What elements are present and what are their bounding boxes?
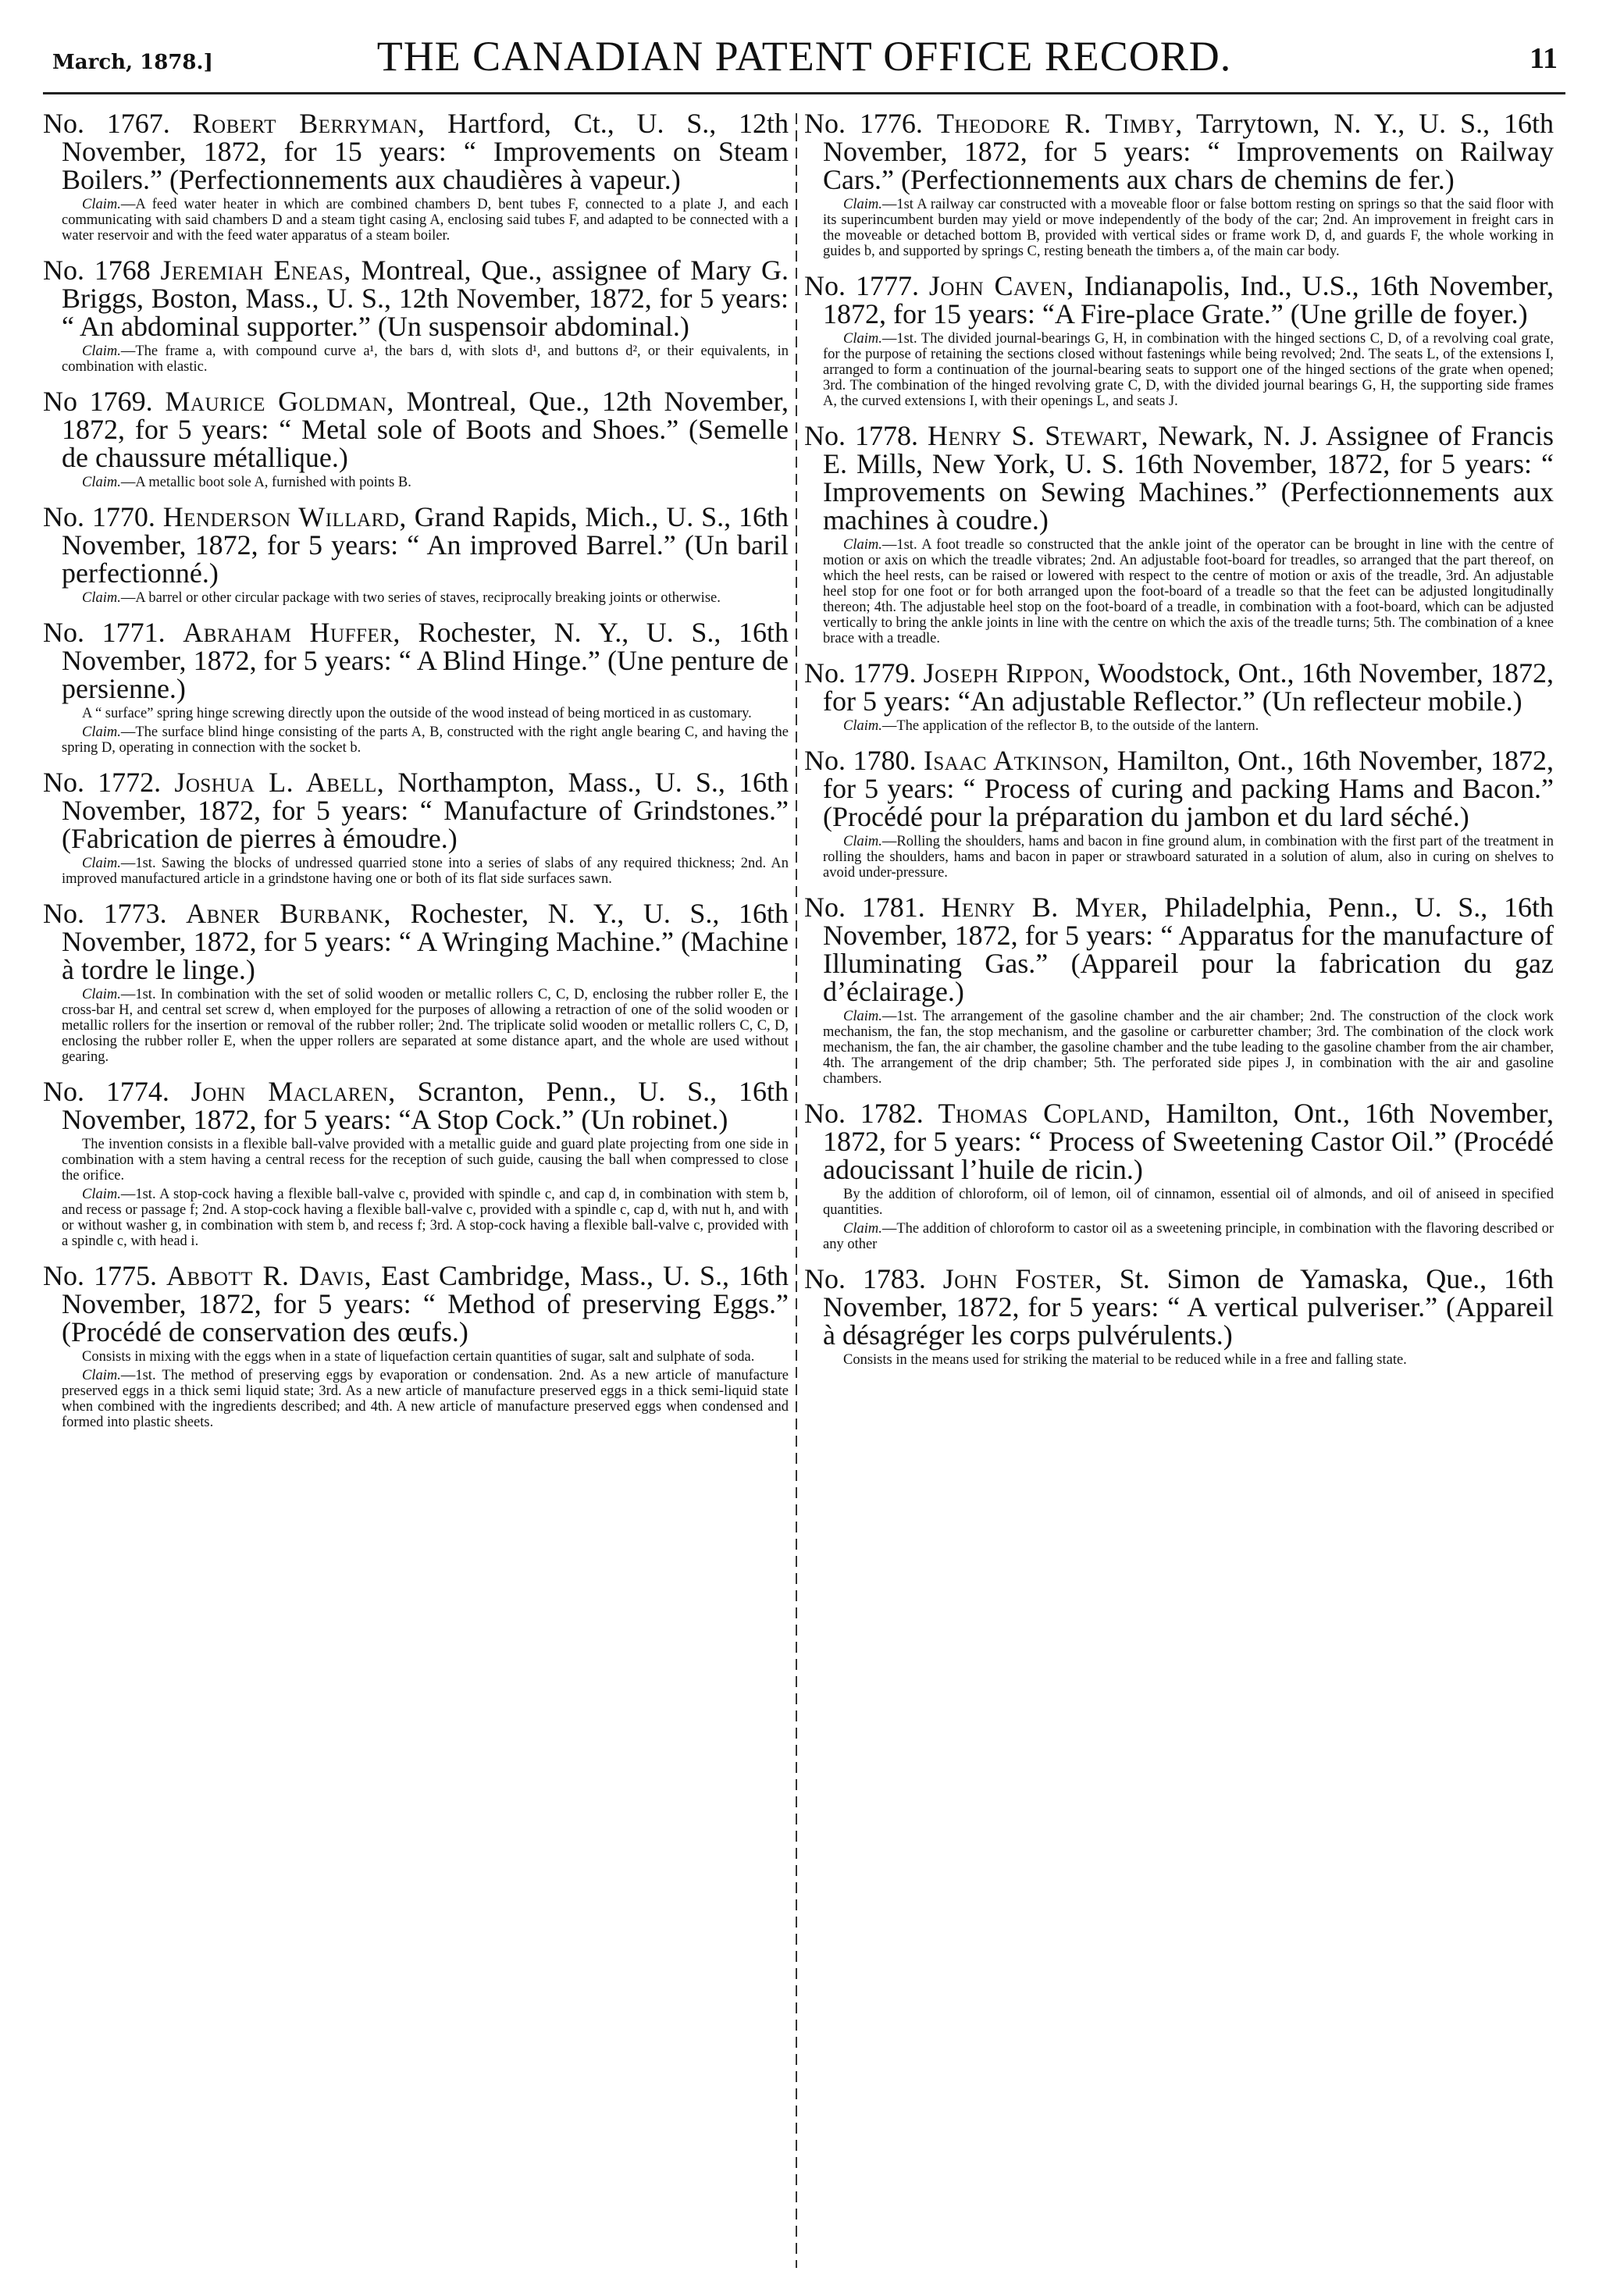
patent-number: No. 1776.	[804, 109, 923, 139]
patent-entry	[43, 768, 789, 887]
inventor-name: John Foster,	[942, 1263, 1102, 1294]
patent-heading	[804, 746, 1554, 831]
inventor-name: Henderson Willard,	[162, 501, 407, 532]
paragraph-body: —1st. The method of preserving eggs by evaporation or condensation. 2nd. As a new article of manufacture preserved eggs in a thick semi liquid state; 3rd. As a new article of manufacture preserved eggs in a thick semi-liquid state when combined with the ingredients described; and 4th. A new article of manufacture preserved eggs when condensed and formed into plastic sheets.	[62, 1368, 789, 1430]
paragraph-body: —1st. A foot treadle so constructed that the ankle joint of the operator can be brought in line with the centre of motion or axis on which the treadle vibrates; 2nd. An adjustable foot-board for treadles, so arranged that the part thereof, on which the heel rests, can be raised or lowered with respect to the centre of motion or axis of the treadle, 3rd. An adjustable heel stop for one foot or for both arranged upon the foot-board of a treadle so that the feet can be adjusted longitudinally thereon; 4th. The adjustable heel stop on the foot-board of a treadle, in combination with a foot-board, which can be adjusted vertically to bring the ankle joints in line with the centre on which the axis of the treadle turns; 5th. The combination of a knee brace with a treadle.	[823, 537, 1554, 646]
inventor-name: Joshua L. Abell,	[174, 767, 385, 798]
patent-number: No. 1783.	[804, 1263, 926, 1294]
patent-entry	[43, 387, 789, 490]
claim-text	[43, 987, 789, 1065]
patent-details: Philadelphia, Penn., U. S., 16th November, 1872, for 5 years: “ Apparatus for the manufacture of Illuminating Gas.” (Appareil pour la fabrication du gaz d’éclairage.)	[823, 892, 1554, 1007]
paragraph-body: The invention consists in a flexible ball-valve provided with a metallic guide and guard plate projecting from one side in combination with a stem having a central recess for the reception of such guide, causing the ball when compressed to close the orifice.	[62, 1137, 789, 1184]
inventor-name: Abner Burbank,	[186, 898, 391, 929]
patent-heading	[804, 893, 1554, 1006]
patent-details: Tarrytown, N. Y., U. S., 16th November, 1872, for 5 years: “ Improvements on Railway Cars.” (Perfectionnements aux chars de chemins de fer.)	[823, 109, 1554, 195]
patent-heading	[43, 109, 789, 194]
inventor-name: John Maclaren,	[191, 1076, 396, 1107]
patent-number: No 1769.	[43, 386, 153, 417]
description-text	[43, 1349, 789, 1365]
patent-heading	[43, 1262, 789, 1346]
patent-heading	[804, 1265, 1554, 1349]
patent-number: No. 1770.	[43, 501, 155, 532]
paragraph-body: —Rolling the shoulders, hams and bacon in fine ground alum, in combination with the first part of the treatment in rolling the shoulders, hams and bacon in paper or strawboard saturated in a solution of alum, also in curing on shelves to avoid under-pressure.	[823, 834, 1554, 881]
claim-label: Claim.	[843, 718, 882, 734]
paragraph-body: —1st A railway car constructed with a moveable floor or false bottom resting on springs so that the said floor with its superincumbent burden may yield or move independently of the body of the car; 2nd. An improvement in freight cars in the moveable or detached bottom B, provided with vertical sides or frame work D, d, and guards F, the whole working in guides b, and supported by springs C, resting beneath the timbers a, of the main car body.	[823, 197, 1554, 259]
patent-heading	[804, 422, 1554, 534]
issue-date: March, 1878.]	[52, 51, 213, 74]
claim-label: Claim.	[82, 856, 121, 871]
inventor-name: Henry S. Stewart,	[928, 420, 1149, 451]
patent-details: Northampton, Mass., U. S., 16th November, 1872, for 5 years: “ Manufacture of Grindstones.” (Fabrication de pierres à émoudre.)	[62, 767, 789, 854]
inventor-name: Isaac Atkinson,	[923, 745, 1110, 776]
patent-heading	[804, 272, 1554, 328]
paragraph-body: —The surface blind hinge consisting of the parts A, B, constructed with the right angle bearing C, and having the spring D, operating in connection with the socket b.	[62, 724, 789, 756]
patent-number: No. 1778.	[804, 420, 918, 451]
patent-number: No. 1773.	[43, 898, 167, 929]
patent-entry	[804, 109, 1554, 259]
right-column	[804, 109, 1554, 2280]
paragraph-body: —The frame a, with compound curve a¹, the bars d, with slots d¹, and buttons d², or their equivalents, in combination with elastic.	[62, 344, 789, 375]
claim-label: Claim.	[843, 1009, 882, 1024]
inventor-name: Abbott R. Davis,	[166, 1260, 372, 1291]
publication-title: THE CANADIAN PATENT OFFICE RECORD.	[376, 33, 1232, 80]
claim-text	[43, 724, 789, 756]
patent-details: Hamilton, Ont., 16th November, 1872, for 5 years: “ Process of Sweetening Castor Oil.” (Procédé adoucissant l’huile de ricin.)	[823, 1098, 1554, 1185]
claim-text	[43, 197, 789, 244]
patent-heading	[804, 1099, 1554, 1184]
paragraph-body: —The application of the reflector B, to the outside of the lantern.	[881, 718, 1259, 734]
patent-heading	[804, 109, 1554, 194]
claim-label: Claim.	[82, 197, 121, 212]
patent-entry	[43, 256, 789, 375]
patent-number: No. 1782.	[804, 1098, 924, 1129]
claim-label: Claim.	[82, 344, 121, 359]
claim-text	[43, 1187, 789, 1249]
paragraph-body: —A barrel or other circular package with two series of staves, reciprocally breaking joints or otherwise.	[120, 590, 721, 606]
claim-text	[43, 856, 789, 887]
patent-heading	[43, 503, 789, 587]
patent-number: No. 1777.	[804, 270, 919, 301]
patent-details: Hamilton, Ont., 16th November, 1872, for 5 years: “ Process of curing and packing Hams and Bacon.” (Procédé pour la préparation du jambon et du lard séché.)	[823, 745, 1554, 832]
claim-label: Claim.	[82, 1368, 121, 1383]
patent-details: Hartford, Ct., U. S., 12th November, 1872, for 15 years: “ Improvements on Steam Boilers.” (Perfectionnements aux chaudières à vapeur.)	[62, 109, 789, 195]
inventor-name: Abraham Huffer,	[183, 617, 401, 648]
patent-entry	[43, 1262, 789, 1430]
claim-label: Claim.	[843, 1221, 882, 1237]
patent-heading	[43, 1077, 789, 1134]
patent-details: Woodstock, Ont., 16th November, 1872, for 5 years: “An adjustable Reflector.” (Un reflecteur mobile.)	[823, 657, 1554, 717]
patent-heading	[43, 768, 789, 853]
header-rule	[43, 92, 1565, 94]
claim-text	[804, 1009, 1554, 1087]
patent-details: St. Simon de Yamaska, Que., 16th November, 1872, for 5 years: “ A vertical pulveriser.” (Appareil à désagréger les corps pulvérulents.)	[823, 1263, 1554, 1351]
claim-label: Claim.	[843, 834, 882, 849]
patent-number: No. 1779.	[804, 657, 917, 689]
claim-label: Claim.	[82, 724, 121, 740]
patent-number: No. 1767.	[43, 109, 170, 139]
patent-entry	[43, 109, 789, 244]
paragraph-body: —The addition of chloroform to castor oil as a sweetening principle, in combination with the flavoring described or any other	[823, 1221, 1554, 1252]
paragraph-body: —1st. In combination with the set of solid wooden or metallic rollers C, C, D, enclosing the rubber roller E, the cross-bar H, and central set screw d, when employed for the purposes of allowing a retraction of one of the solid wooden or metallic rollers for the insertion or removal of the rubber roller; 2nd. The triplicate solid wooden or metallic rollers C, C, D, enclosing the rubber roller E, when the upper rollers are separated at some distance apart, and the whole are used without gearing.	[62, 987, 789, 1065]
patent-details: Scranton, Penn., U. S., 16th November, 1872, for 5 years: “A Stop Cock.” (Un robinet.)	[62, 1076, 789, 1135]
patent-details: Newark, N. J. Assignee of Francis E. Mills, New York, U. S. 16th November, 1872, for 5 years: “ Improvements on Sewing Machines.” (Perfectionnements aux machines à coudre.)	[823, 420, 1554, 536]
patent-details: East Cambridge, Mass., U. S., 16th November, 1872, for 5 years: “ Method of preserving Eggs.” (Procédé de conservation des œufs.)	[62, 1260, 789, 1347]
paragraph-body: —A feed water heater in which are combined chambers D, bent tubes F, connected to a plate J, and each communicating with said chambers D and a steam tight casing A, enclosing said tubes F, and adapted to be connected with a water reservoir and with the feed water apparatus of a steam boiler.	[62, 197, 789, 244]
claim-label: Claim.	[843, 197, 882, 212]
description-text	[43, 1137, 789, 1184]
patent-details: Rochester, N. Y., U. S., 16th November, 1872, for 5 years: “ A Blind Hinge.” (Une penture de persienne.)	[62, 617, 789, 704]
patent-entry	[804, 746, 1554, 881]
paragraph-body: Consists in mixing with the eggs when in a state of liquefaction certain quantities of sugar, salt and sulphate of soda.	[82, 1349, 755, 1365]
paragraph-body: —1st. A stop-cock having a flexible ball-valve c, provided with spindle c, and cap d, in combination with stem b, and recess or passage f; 2nd. A stop-cock having a flexible ball-valve c, provided with a spindle c, cap d, with nut h, and with or without washer g, in combination with stem b, and recess f; 3rd. A stop-cock having a flexible ball-valve c, provided with a spindle c, with head i.	[62, 1187, 789, 1249]
patent-entry	[43, 503, 789, 606]
claim-text	[43, 344, 789, 375]
patent-entry	[804, 1099, 1554, 1252]
paragraph-body: By the addition of chloroform, oil of lemon, oil of cinnamon, essential oil of almonds, and oil of aniseed in specified quantities.	[823, 1187, 1554, 1218]
patent-entry	[804, 659, 1554, 734]
column-divider	[796, 113, 797, 2268]
claim-label: Claim.	[82, 1187, 121, 1202]
claim-text	[804, 834, 1554, 881]
inventor-name: Jeremiah Eneas,	[160, 255, 351, 286]
description-text	[43, 706, 789, 721]
paragraph-body: A “ surface” spring hinge screwing directly upon the outside of the wood instead of being morticed in as customary.	[82, 706, 752, 721]
patent-entry	[43, 618, 789, 756]
patent-entry	[804, 422, 1554, 646]
description-text	[804, 1187, 1554, 1218]
page-header	[43, 27, 1565, 82]
claim-label: Claim.	[82, 987, 121, 1002]
paragraph-body: —1st. The arrangement of the gasoline chamber and the air chamber; 2nd. The construction of the clock work mechanism, the fan, the stop mechanism, and the gasoline or carburetter chamber; 3rd. The combination of the clock work mechanism, the fan, the air chamber, the gasoline chamber and the tube leading to the gasoline chamber from the air chamber, 4th. The arrangement of the drip chamber; 5th. The perforated side pipes J, in combination with the air and gasoline chambers.	[823, 1009, 1554, 1087]
patent-details: Grand Rapids, Mich., U. S., 16th November, 1872, for 5 years: “ An improved Barrel.” (Un baril perfectionné.)	[62, 501, 789, 589]
paragraph-body: Consists in the means used for striking the material to be reduced while in a free and falling state.	[843, 1352, 1407, 1368]
inventor-name: Henry B. Myer,	[941, 892, 1149, 923]
patent-entry	[804, 272, 1554, 409]
patent-details: Montreal, Que., assignee of Mary G. Briggs, Boston, Mass., U. S., 12th November, 1872, for 5 years: “ An abdominal supporter.” (Un suspensoir abdominal.)	[62, 255, 789, 342]
claim-text	[43, 1368, 789, 1430]
claim-text	[804, 197, 1554, 259]
patent-entry	[804, 893, 1554, 1087]
patent-details: Rochester, N. Y., U. S., 16th November, 1872, for 5 years: “ A Wringing Machine.” (Machine à tordre le linge.)	[62, 898, 789, 985]
patent-entry	[43, 899, 789, 1065]
claim-text	[804, 718, 1554, 734]
patent-entry	[43, 1077, 789, 1249]
patent-number: No. 1780.	[804, 745, 917, 776]
patent-number: No. 1781.	[804, 892, 925, 923]
claim-label: Claim.	[82, 590, 121, 606]
patent-number: No. 1772.	[43, 767, 162, 798]
inventor-name: Maurice Goldman,	[165, 386, 394, 417]
left-column	[43, 109, 789, 2280]
description-text	[804, 1352, 1554, 1368]
inventor-name: Joseph Rippon,	[923, 657, 1092, 689]
patent-heading	[43, 256, 789, 340]
paragraph-body: —A metallic boot sole A, furnished with points B.	[120, 475, 411, 490]
claim-text	[804, 331, 1554, 409]
patent-heading	[43, 899, 789, 984]
patent-heading	[804, 659, 1554, 715]
inventor-name: Thomas Copland,	[938, 1098, 1152, 1129]
inventor-name: Theodore R. Timby,	[936, 109, 1183, 139]
patent-number: No. 1774.	[43, 1076, 169, 1107]
patent-entry	[804, 1265, 1554, 1368]
paragraph-body: —1st. The divided journal-bearings G, H, in combination with the hinged sections C, D, of a revolving coal grate, for the purpose of retaining the sections closed without fastenings while being revolved; 2nd. The seats L, of the extensions I, arranged to form a continuation of the journal-bearing seats to support one of the hinged sections of the grate when opened; 3rd. The combination of the hinged revolving grate C, D, with the divided journal bearings G, H, the supporting side frames A, the curved extensions I, with their openings L, and seats J.	[823, 331, 1554, 409]
patent-number: No. 1771.	[43, 617, 166, 648]
claim-label: Claim.	[843, 331, 882, 347]
claim-label: Claim.	[82, 475, 121, 490]
inventor-name: Robert Berryman,	[192, 109, 426, 139]
paragraph-body: —1st. Sawing the blocks of undressed quarried stone into a series of slabs of any required thickness; 2nd. An improved manufactured article in a grindstone having one or both of its flat side surfaces sawn.	[62, 856, 789, 887]
patent-details: Indianapolis, Ind., U.S., 16th November, 1872, for 15 years: “A Fire-place Grate.” (Une grille de foyer.)	[823, 270, 1554, 329]
claim-text	[43, 475, 789, 490]
patent-details: Montreal, Que., 12th November, 1872, for 5 years: “ Metal sole of Boots and Shoes.” (Semelle de chaussure métallique.)	[62, 386, 789, 473]
patent-heading	[43, 618, 789, 703]
patent-number: No. 1775.	[43, 1260, 157, 1291]
claim-text	[804, 537, 1554, 646]
inventor-name: John Caven,	[928, 270, 1074, 301]
patent-number: No. 1768	[43, 255, 151, 286]
claim-label: Claim.	[843, 537, 882, 553]
claim-text	[43, 590, 789, 606]
patent-heading	[43, 387, 789, 472]
page-number: 11	[1530, 42, 1558, 75]
claim-text	[804, 1221, 1554, 1252]
